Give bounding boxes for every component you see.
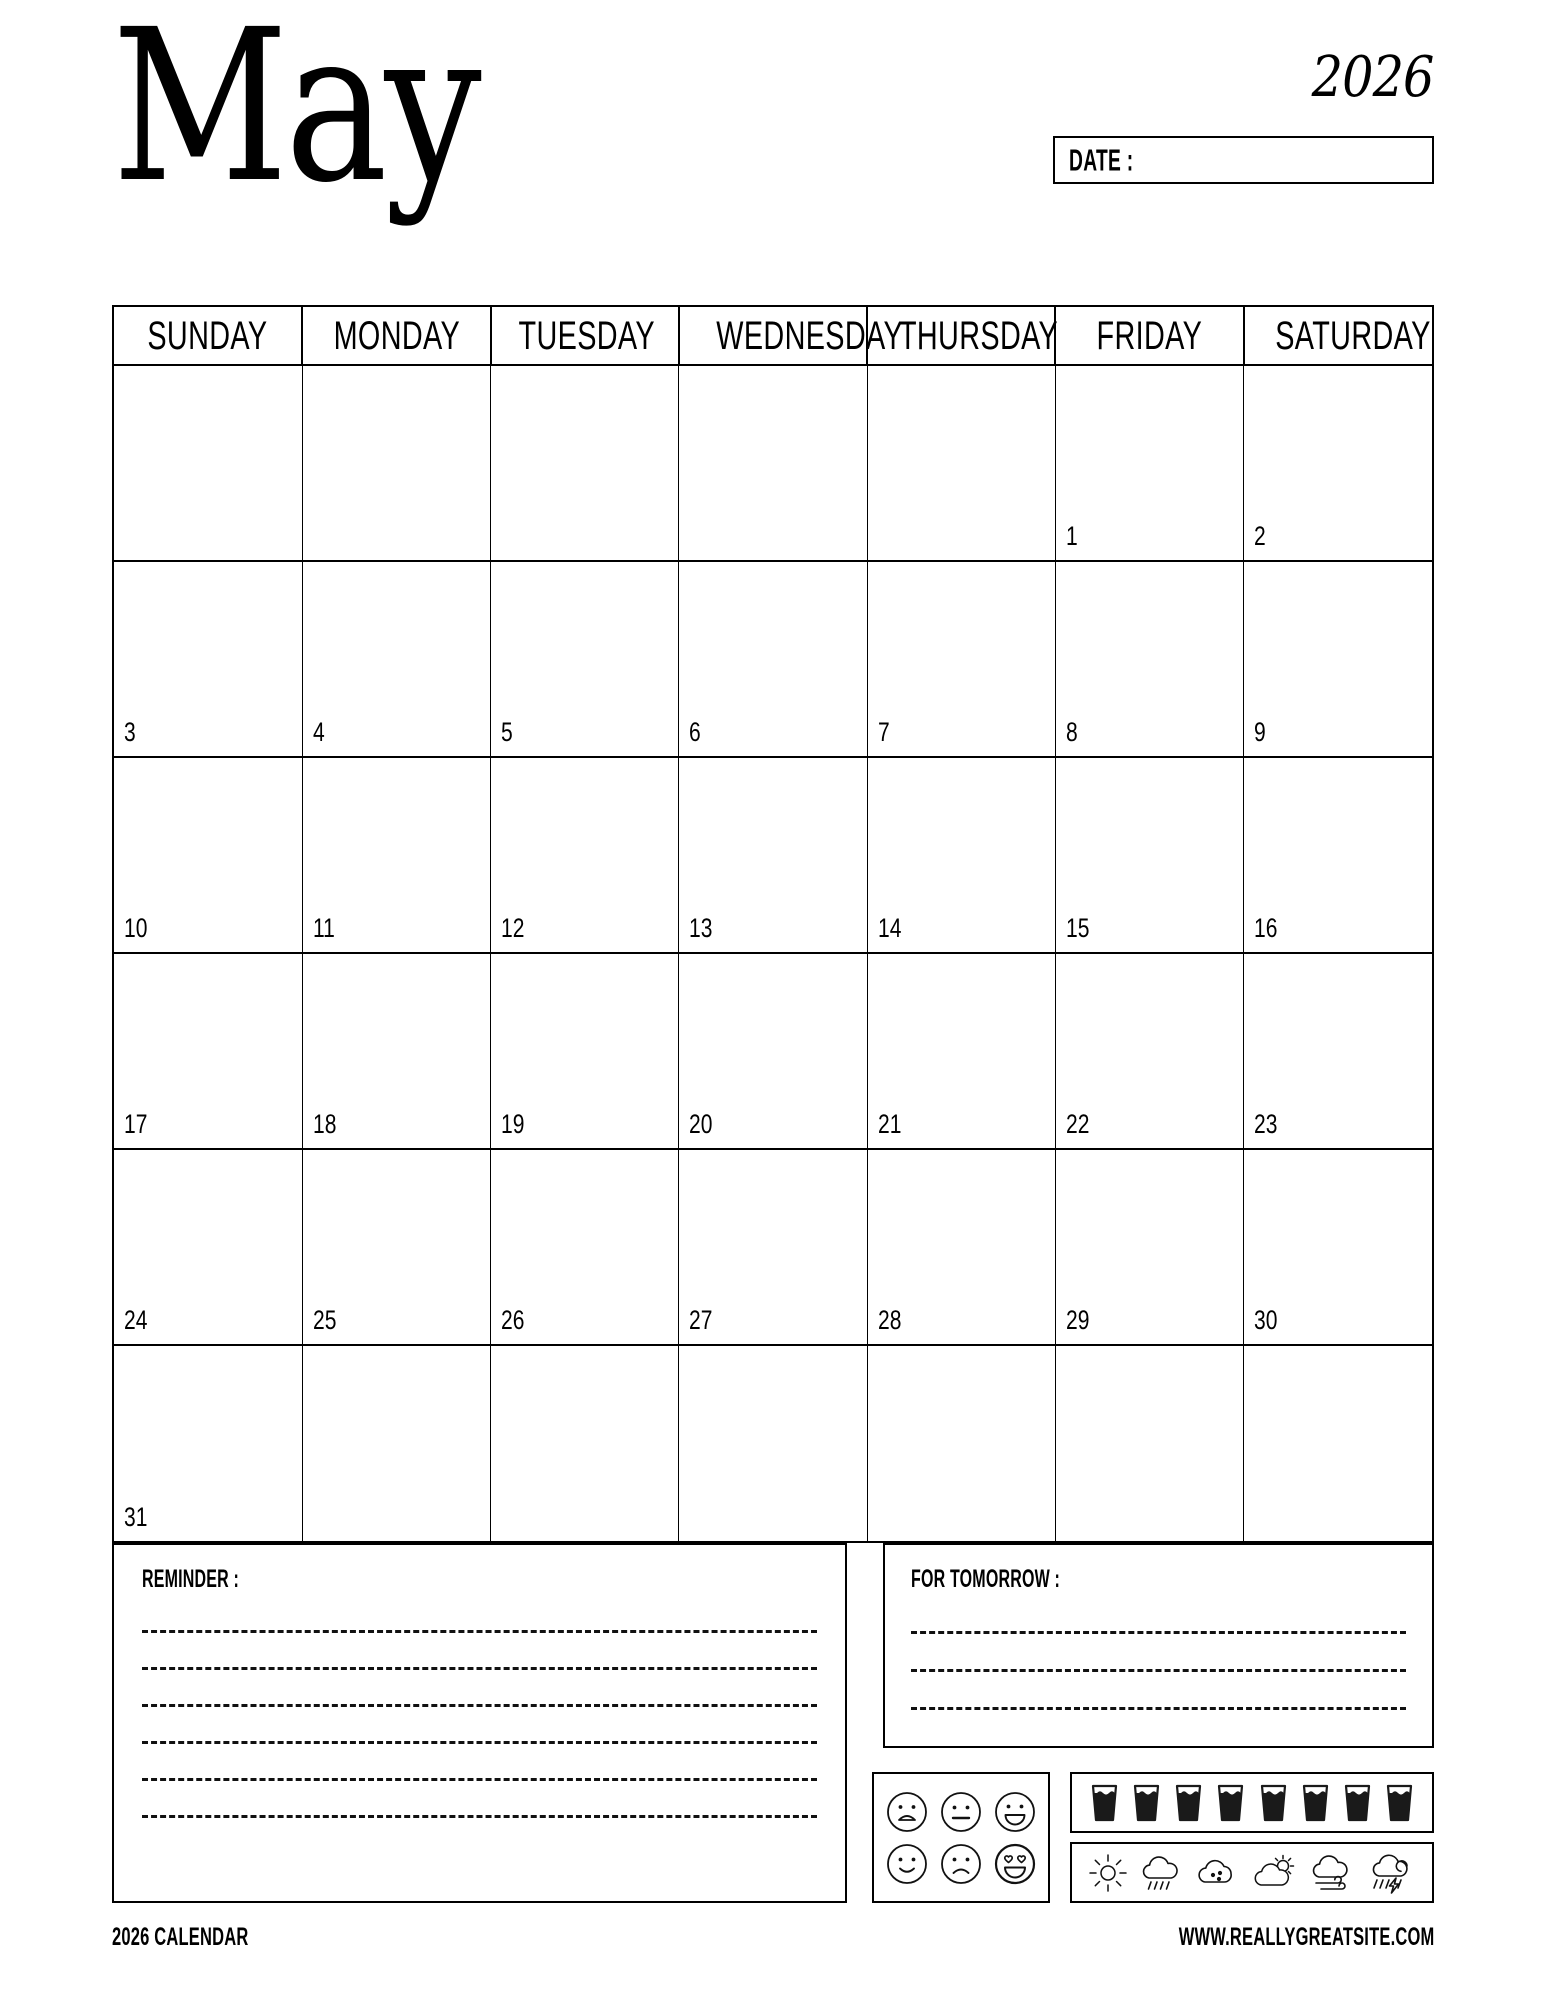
thunderstorm-icon[interactable] (1367, 1852, 1417, 1894)
day-cell[interactable] (302, 757, 490, 953)
day-cell[interactable] (1055, 1149, 1243, 1345)
day-cell[interactable] (114, 757, 302, 953)
day-number: 29 (1065, 1305, 1090, 1335)
day-number: 22 (1065, 1109, 1090, 1139)
day-cell[interactable] (679, 953, 867, 1149)
footer-website-url: WWW.REALLYGREATSITE.COM (1178, 1923, 1434, 1951)
reminder-write-line[interactable] (142, 1778, 817, 1781)
reminder-write-line[interactable] (142, 1815, 817, 1818)
day-cell[interactable] (1055, 365, 1243, 561)
day-cell[interactable] (867, 365, 1055, 561)
day-cell[interactable] (491, 953, 679, 1149)
day-number: 19 (501, 1109, 525, 1139)
day-number: 31 (124, 1502, 148, 1532)
reminder-write-line[interactable] (142, 1704, 817, 1707)
day-number: 8 (1065, 717, 1078, 747)
day-cell[interactable] (867, 953, 1055, 1149)
calendar-week-row (114, 561, 1432, 757)
water-glass-icon[interactable] (1342, 1783, 1373, 1823)
date-input-box[interactable] (1053, 136, 1434, 184)
for-tomorrow-label: FOR TOMORROW : (911, 1565, 1061, 1593)
day-cell[interactable] (114, 1345, 302, 1541)
day-cell[interactable] (491, 1345, 679, 1541)
day-number: 4 (312, 717, 325, 747)
day-number: 30 (1254, 1305, 1278, 1335)
weekday-header-friday (1055, 307, 1243, 365)
page-header (112, 0, 1434, 246)
for-tomorrow-write-line[interactable] (911, 1707, 1406, 1710)
day-cell[interactable] (1244, 953, 1432, 1149)
weekday-label: MONDAY (333, 313, 460, 358)
water-glass-icon[interactable] (1089, 1783, 1120, 1823)
day-cell[interactable] (491, 1149, 679, 1345)
day-cell[interactable] (1055, 1345, 1243, 1541)
day-cell[interactable] (867, 1149, 1055, 1345)
day-number: 17 (124, 1109, 148, 1139)
day-cell[interactable] (114, 953, 302, 1149)
for-tomorrow-write-line[interactable] (911, 1631, 1406, 1634)
rain-cloud-icon[interactable] (1138, 1852, 1184, 1894)
mood-tracker-panel (872, 1772, 1050, 1903)
day-number: 10 (124, 913, 148, 943)
water-glass-icon[interactable] (1215, 1783, 1246, 1823)
day-cell[interactable] (302, 561, 490, 757)
day-number: 12 (501, 913, 525, 943)
water-glass-icon[interactable] (1300, 1783, 1331, 1823)
day-number: 1 (1065, 521, 1078, 551)
day-cell[interactable] (1244, 757, 1432, 953)
weekday-header-tuesday (491, 307, 679, 365)
day-cell[interactable] (302, 1345, 490, 1541)
day-cell[interactable] (302, 365, 490, 561)
day-cell[interactable] (491, 365, 679, 561)
reminder-write-line[interactable] (142, 1741, 817, 1744)
reminder-write-line[interactable] (142, 1667, 817, 1670)
water-glass-icon[interactable] (1131, 1783, 1162, 1823)
day-number: 23 (1254, 1109, 1278, 1139)
weekday-label: THURSDAY (899, 313, 1059, 358)
day-cell[interactable] (1055, 561, 1243, 757)
day-number: 20 (689, 1109, 713, 1139)
day-cell[interactable] (679, 561, 867, 757)
calendar-week-row (114, 365, 1432, 561)
weekday-header-wednesday (679, 307, 903, 365)
day-number: 18 (312, 1109, 337, 1139)
calendar-grid (112, 305, 1434, 1543)
sun-icon[interactable] (1087, 1852, 1129, 1894)
for-tomorrow-panel[interactable] (883, 1543, 1434, 1748)
day-cell[interactable] (679, 757, 867, 953)
reminder-write-line[interactable] (142, 1630, 817, 1633)
water-glass-icon[interactable] (1384, 1783, 1415, 1823)
month-title: May (112, 0, 479, 229)
year-label: 2026 (1312, 45, 1434, 110)
footer-calendar-label: 2026 CALENDAR (112, 1923, 249, 1951)
reminder-panel[interactable] (112, 1543, 847, 1903)
face-grinning-icon[interactable] (993, 1790, 1037, 1834)
face-slight-smile-icon[interactable] (885, 1842, 929, 1886)
reminder-label: REMINDER : (142, 1565, 240, 1593)
weekday-header-sunday (114, 307, 302, 365)
day-cell[interactable] (1055, 757, 1243, 953)
day-number: 14 (877, 913, 902, 943)
day-number: 25 (312, 1305, 337, 1335)
face-open-mouth-icon[interactable] (885, 1790, 929, 1834)
day-cell[interactable] (1244, 1149, 1432, 1345)
date-label: DATE : (1069, 142, 1134, 178)
day-number: 26 (501, 1305, 525, 1335)
day-cell[interactable] (114, 365, 302, 561)
day-number: 21 (877, 1109, 902, 1139)
day-cell[interactable] (1055, 953, 1243, 1149)
day-cell[interactable] (679, 1149, 867, 1345)
day-number: 27 (689, 1305, 713, 1335)
for-tomorrow-write-line[interactable] (911, 1669, 1406, 1672)
water-glass-icon[interactable] (1173, 1783, 1204, 1823)
day-cell[interactable] (1244, 365, 1432, 561)
day-number: 2 (1254, 521, 1266, 551)
weather-tracker-panel (1070, 1842, 1434, 1903)
day-cell[interactable] (1244, 561, 1432, 757)
day-number: 3 (124, 717, 136, 747)
day-cell[interactable] (302, 953, 490, 1149)
partly-cloudy-icon[interactable] (1251, 1852, 1299, 1894)
bottom-panels (112, 1543, 1434, 1903)
day-cell[interactable] (679, 1345, 867, 1541)
day-cell[interactable] (867, 757, 1055, 953)
calendar-week-row (114, 1345, 1432, 1541)
day-number: 15 (1065, 913, 1090, 943)
face-heart-eyes-icon[interactable] (993, 1842, 1037, 1886)
calendar-week-row (114, 953, 1432, 1149)
weekday-label: SATURDAY (1274, 313, 1431, 358)
day-number: 11 (312, 913, 335, 943)
windy-cloud-icon[interactable] (1308, 1852, 1358, 1894)
weekday-label: SUNDAY (147, 313, 268, 358)
weekday-label: FRIDAY (1096, 313, 1203, 358)
snow-cloud-icon[interactable] (1193, 1852, 1243, 1894)
weekday-label: WEDNESDAY (716, 313, 903, 358)
day-cell[interactable] (302, 1149, 490, 1345)
day-cell[interactable] (867, 561, 1055, 757)
weekday-header-monday (302, 307, 490, 365)
page-footer (112, 1925, 1434, 1965)
water-tracker-panel (1070, 1772, 1434, 1833)
day-number: 28 (877, 1305, 902, 1335)
day-cell[interactable] (114, 1149, 302, 1345)
day-number: 24 (124, 1305, 148, 1335)
day-cell[interactable] (1244, 1345, 1432, 1541)
day-cell[interactable] (114, 561, 302, 757)
weekday-label: TUESDAY (518, 313, 655, 358)
day-number: 6 (689, 717, 702, 747)
day-cell[interactable] (491, 561, 679, 757)
day-number: 16 (1254, 913, 1278, 943)
water-glass-icon[interactable] (1258, 1783, 1289, 1823)
day-cell[interactable] (679, 365, 867, 561)
day-cell[interactable] (867, 1345, 1055, 1541)
weekday-header-row (114, 307, 1432, 365)
weekday-header-saturday (1244, 307, 1432, 365)
face-frowning-icon[interactable] (939, 1842, 983, 1886)
day-cell[interactable] (491, 757, 679, 953)
calendar-week-row (114, 1149, 1432, 1345)
day-number: 5 (501, 717, 513, 747)
calendar-week-row (114, 757, 1432, 953)
day-number: 7 (877, 717, 890, 747)
day-number: 13 (689, 913, 713, 943)
face-neutral-icon[interactable] (939, 1790, 983, 1834)
day-number: 9 (1254, 717, 1266, 747)
